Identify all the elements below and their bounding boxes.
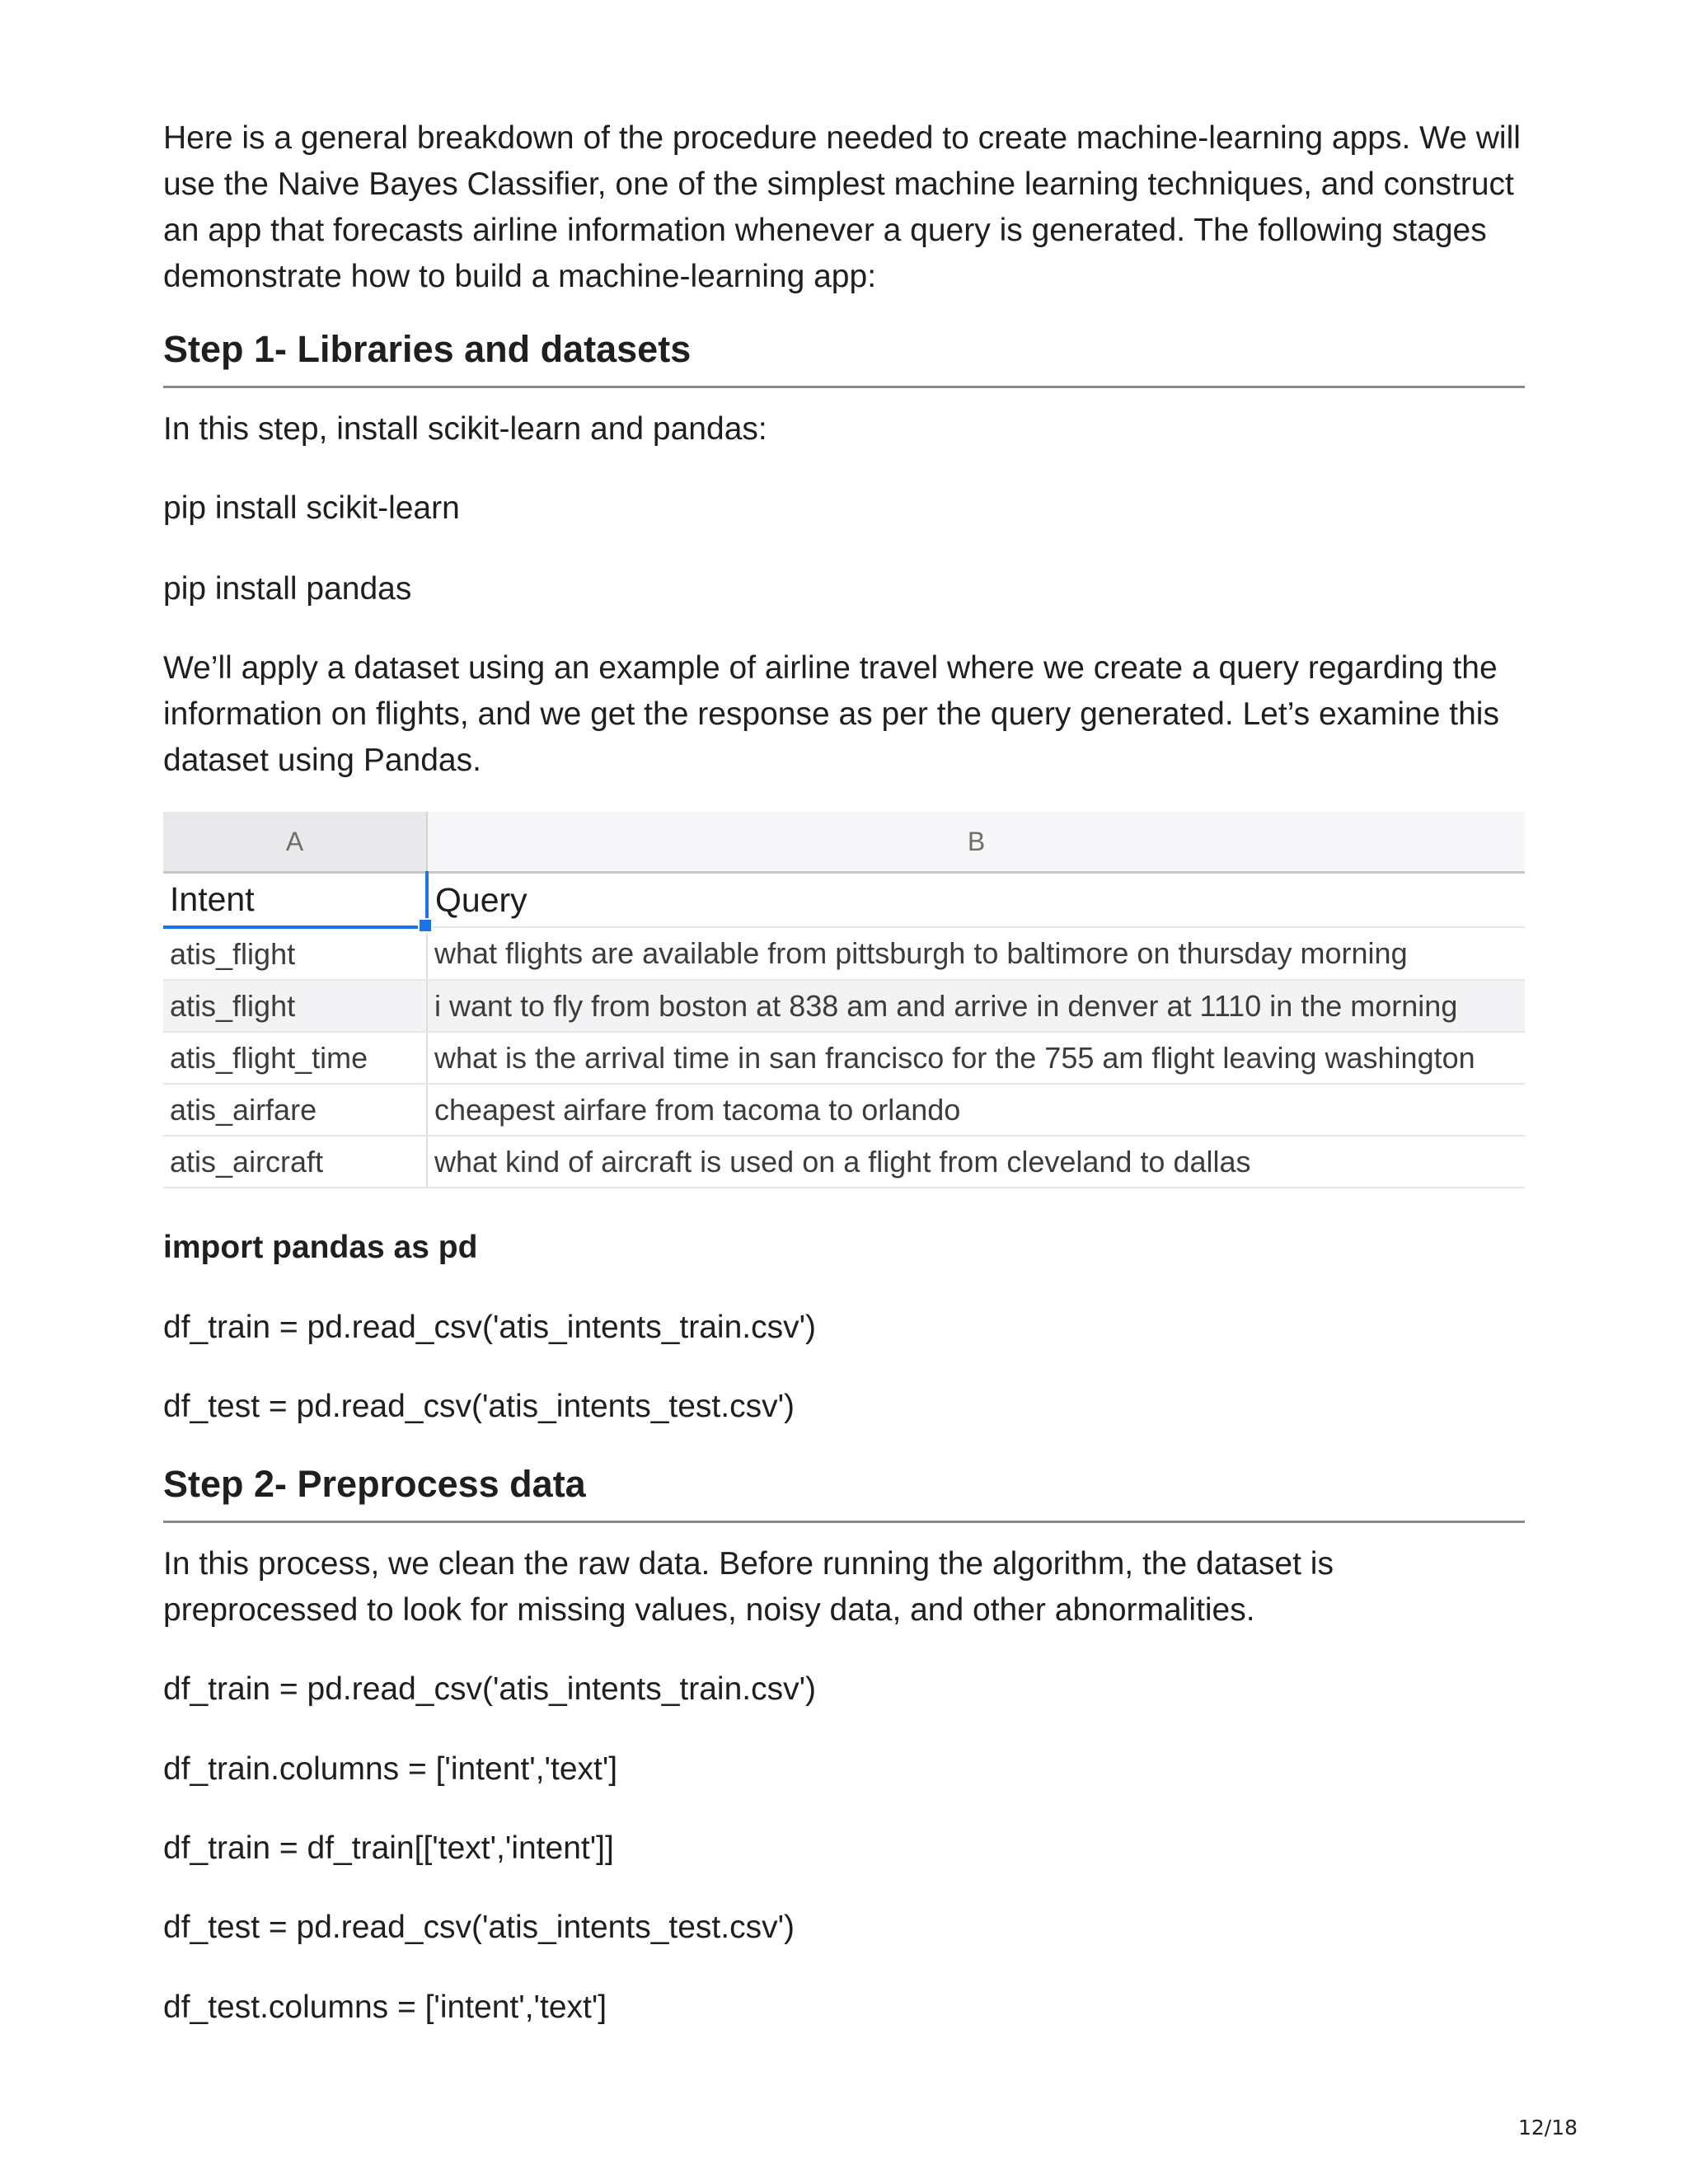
intent-header-label: Intent — [170, 880, 255, 918]
query-cell[interactable]: cheapest airfare from tacoma to orlando — [427, 1084, 1525, 1136]
read-train-csv-line: df_train = pd.read_csv('atis_intents_train.csv') — [163, 1310, 817, 1345]
intent-cell[interactable]: atis_aircraft — [163, 1136, 427, 1188]
code-line: df_train.columns = ['intent','text'] — [163, 1751, 618, 1787]
query-cell[interactable]: what kind of aircraft is used on a flight from cleveland to dallas — [427, 1136, 1525, 1188]
table-row — [163, 1084, 1525, 1136]
intent-header-cell[interactable] — [163, 873, 427, 928]
intent-cell[interactable]: atis_flight — [163, 980, 427, 1032]
code-line: df_test = pd.read_csv('atis_intents_test.csv') — [163, 1910, 795, 1945]
dataset-spreadsheet — [163, 812, 1525, 1188]
intro-paragraph: Here is a general breakdown of the procedure needed to create machine-learning apps. We will use the Naive Bayes Classifier, one of the simplest machine learning techniques, and construct an app that forecasts airline information whenever a query is generated. The following stages demonstrate how to build a machine-learning app: — [163, 120, 1521, 294]
code-line: df_test.columns = ['intent','text'] — [163, 1990, 607, 2025]
column-header-row — [163, 812, 1525, 873]
selection-fill-handle[interactable] — [418, 918, 433, 933]
code-line: df_train = pd.read_csv('atis_intents_train.csv') — [163, 1671, 817, 1707]
table-header-row — [163, 873, 1525, 928]
code-line: df_train = df_train[['text','intent']] — [163, 1830, 614, 1866]
pip-install-pandas: pip install pandas — [163, 571, 412, 607]
step2-heading: Step 2- Preprocess data — [163, 1461, 1525, 1523]
column-a-header[interactable]: A — [163, 812, 427, 873]
query-cell[interactable]: what is the arrival time in san francisco for the 755 am flight leaving washington — [427, 1032, 1525, 1084]
query-cell[interactable]: what flights are available from pittsburgh to baltimore on thursday morning — [427, 927, 1525, 980]
step1-heading: Step 1- Libraries and datasets — [163, 326, 1525, 388]
table-row — [163, 927, 1525, 980]
pip-install-scikit-learn: pip install scikit-learn — [163, 490, 460, 526]
column-b-header[interactable]: B — [427, 812, 1525, 873]
document-body — [163, 115, 1525, 2031]
install-instruction: In this step, install scikit-learn and pandas: — [163, 411, 767, 447]
query-cell[interactable]: i want to fly from boston at 838 am and arrive in denver at 1110 in the morning — [427, 980, 1525, 1032]
intent-cell[interactable]: atis_flight — [163, 927, 427, 980]
table-row — [163, 980, 1525, 1032]
query-header-cell[interactable]: Query — [427, 873, 1525, 928]
intent-cell[interactable]: atis_flight_time — [163, 1032, 427, 1084]
read-test-csv-line: df_test = pd.read_csv('atis_intents_test.csv') — [163, 1389, 795, 1424]
import-pandas-line: import pandas as pd — [163, 1230, 478, 1265]
table-row — [163, 1032, 1525, 1084]
preprocess-paragraph: In this process, we clean the raw data. Before running the algorithm, the dataset is preprocessed to look for missing values, noisy data, and other abnormalities. — [163, 1546, 1334, 1628]
table-row — [163, 1136, 1525, 1188]
intent-cell[interactable]: atis_airfare — [163, 1084, 427, 1136]
dataset-paragraph: We’ll apply a dataset using an example of airline travel where we create a query regarding the information on flights, and we get the response as per the query generated. Let’s examine this dataset using Pandas. — [163, 650, 1499, 778]
page-number: 12/18 — [1518, 2116, 1578, 2139]
